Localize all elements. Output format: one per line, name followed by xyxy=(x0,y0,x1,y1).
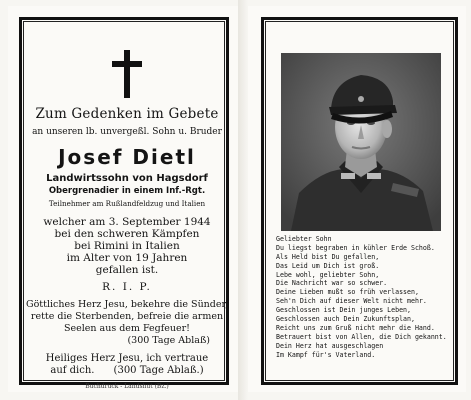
prayer-line: auf dich. (300 Tage Ablaß.) xyxy=(50,365,204,376)
soldier-portrait-photo xyxy=(281,53,441,231)
poem-line: Reicht uns zum Gruß nicht mehr die Hand. xyxy=(276,323,435,332)
poem-line: Die Nachricht war so schwer. xyxy=(276,279,388,288)
poem-line: Betrauert bist von Allen, die Dich gekannt. xyxy=(276,332,447,341)
deceased-name: Josef Dietl xyxy=(58,145,196,169)
poem-line: Seh'n Dich auf dieser Welt nicht mehr. xyxy=(276,297,427,306)
memorial-poem xyxy=(276,235,454,359)
memorial-card-text-side xyxy=(8,6,238,392)
poem-line: Geschlossen ist Dein junges Leben, xyxy=(276,306,411,315)
card-gap-shadow xyxy=(238,0,248,400)
heading: Zum Gedenken im Gebete xyxy=(35,106,219,122)
poem-line: Lebe wohl, geliebter Sohn, xyxy=(276,270,380,279)
rip-text: R. I. P. xyxy=(102,281,152,293)
poem-line: Geliebter Sohn xyxy=(276,235,332,243)
prayer-line: rette die Sterbenden, befreie die armen xyxy=(30,311,224,322)
rank-line: Obergrenadier in einem Inf.-Rgt. xyxy=(48,186,206,196)
prayer-line: Göttliches Herz Jesu, bekehre die Sünder, xyxy=(26,299,229,310)
death-line: bei den schweren Kämpfen xyxy=(54,228,200,240)
prayer-line: Seelen aus dem Fegfeuer! xyxy=(64,323,190,334)
card-content xyxy=(8,6,238,392)
service-line: Teilnehmer am Rußlandfeldzug und Italien xyxy=(48,199,206,208)
poem-line: Dein Herz hat ausgeschlagen xyxy=(276,341,384,350)
occupation-line: Landwirtssohn von Hagsdorf xyxy=(46,173,208,184)
memorial-card-photo-side xyxy=(248,6,466,392)
printer-imprint: Buchdruck - Landshut (Bz.) xyxy=(85,383,169,390)
prayer-line: Heiliges Herz Jesu, ich vertraue xyxy=(45,353,209,364)
death-line: gefallen ist. xyxy=(95,264,159,276)
death-line: im Alter von 19 Jahren xyxy=(66,252,188,264)
poem-line: Im Kampf für's Vaterland. xyxy=(276,350,376,359)
poem-line: Das Leid um Dich ist groß. xyxy=(276,261,380,270)
poem-line: Deine Lieben mußt so früh verlassen, xyxy=(276,288,419,297)
poem-line: Als Held bist Du gefallen, xyxy=(276,252,380,261)
poem-line: Du liegst begraben in kühler Erde Schoß. xyxy=(276,243,435,252)
poem-line: Geschlossen auch Dein Zukunftsplan, xyxy=(276,315,415,324)
death-line: bei Rimini in Italien xyxy=(74,240,180,252)
prayer-line: (300 Tage Ablaß) xyxy=(127,335,210,346)
intro-line: an unseren lb. unvergeßl. Sohn u. Bruder xyxy=(32,127,222,137)
cross-icon xyxy=(112,50,142,98)
death-line: welcher am 3. September 1944 xyxy=(43,216,211,228)
